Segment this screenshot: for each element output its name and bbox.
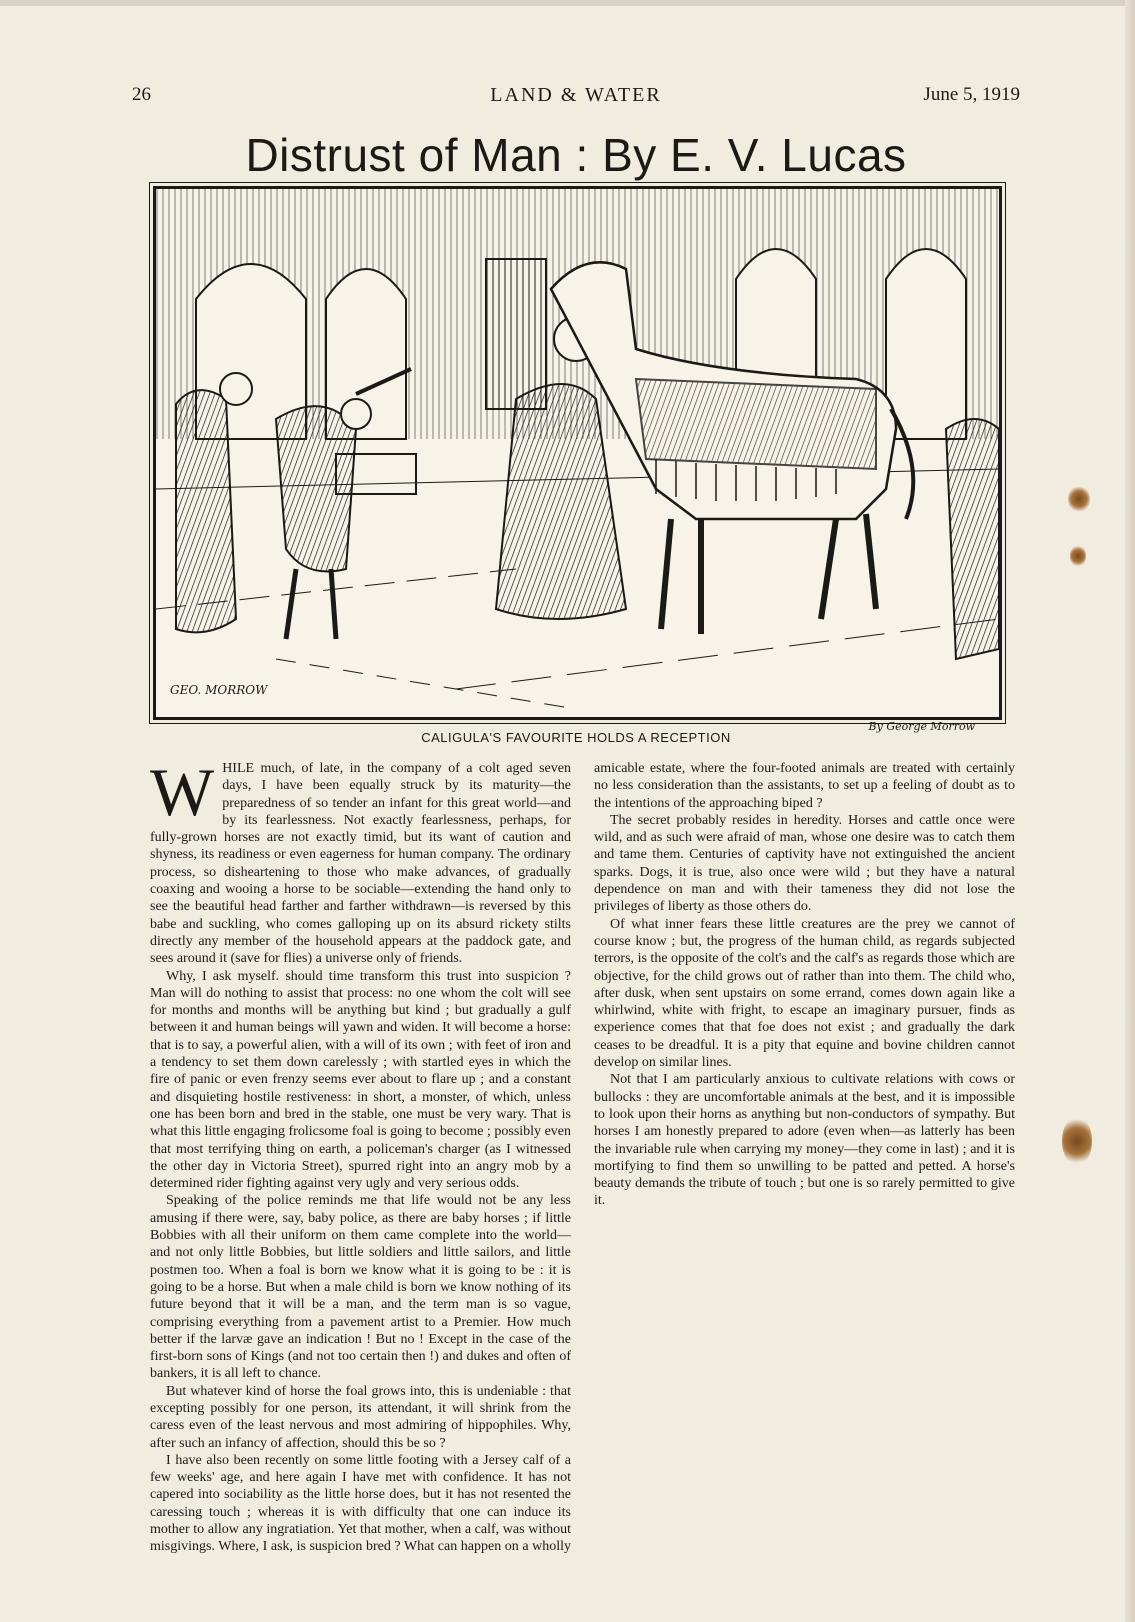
foxing-stain bbox=[1070, 545, 1086, 567]
artist-signature: GEO. MORROW bbox=[170, 683, 268, 697]
drop-cap: W bbox=[150, 754, 215, 830]
article-paragraph: Speaking of the police reminds me that life would not be any less amusing if there were, say, baby police, as there are baby horses ; if little Bobbies with all their uniform on them came complete into the world—and not only little Bobbies, but little soldiers and little sailors, and little postmen too. When a foal is born we know what it is going to be : it is going to be a horse. But when a male child is born we know nothing of its future beyond that it will be a man, and the term man is so vague, comprising everything from a pavement artist to a Premier. How much better if the larvæ gave an indication ! But no ! Except in the case of the first-born sons of Kings (and not too certain then !) and dukes and often of bankers, it is all left to chance. bbox=[150, 1193, 571, 1382]
article-paragraph: Why, I ask myself. should time transform this trust into suspicion ? Man will do nothing to assist that process: no one whom the colt will see for months and months will be anything but kind ; but gradually a gulf between it and human beings will yawn and widen. It will become a horse: that is to say, a powerful alien, with a will of its own ; with feet of iron and a tendency to set them down carelessly ; with startled eyes in which the fire of panic or even frenzy seems ever about to flare up ; and a constant and disquieting hostile restiveness: in short, a monster, of which, unless one has been born and bred in the stable, one must be very wary. That is what this little engaging frolicsome foal is going to become ; possibly even that most terrifying thing on earth, a policeman's charger (as I witnessed the other day in Victoria Street), spurred right into an angry mob by a determined rider fighting against very ugly and very serious odds. bbox=[150, 968, 571, 1192]
issue-date: June 5, 1919 bbox=[923, 84, 1020, 105]
article-paragraph: I have also been recently on some little footing with a Jersey calf of a few weeks' age, and here again I have met with confidence. It has not capered into sociability as the little horse does, but it has not resented the caressing touch ; whereas it is with difficulty that one can induce its mother to allow any ingratiation. Yet that mother, when a calf, was without misgivings. Where, I ask, is suspicion bred ? What can happen on a wholly amicable estate, where the four-footed animals are treated with certainly no less consideration than the assistants, to set up a feeling of doubt as to the intentions of the approaching biped ? bbox=[150, 761, 1015, 1555]
illustration-credit: By George Morrow bbox=[868, 720, 975, 733]
illustration bbox=[153, 186, 1002, 720]
foxing-stain bbox=[1062, 1116, 1092, 1166]
article-paragraph: Not that I am particularly anxious to cultivate relations with cows or bullocks : they are uncomfortable animals at the best, and it is impossible to look upon their horns as anything but non-conductors of sympathy. But horses I am honestly prepared to adore (even when—as latterly has been the invariable rule when carrying my money—they come in last) ; and it is mortifying to find them so unwilling to be patted and petted. A horse's beauty demands the tribute of touch ; but one is so rarely permitted to give it. bbox=[594, 1072, 1015, 1209]
page-edge-right bbox=[1125, 0, 1135, 1622]
illustration-drawing bbox=[156, 189, 999, 717]
masthead: LAND & WATER bbox=[490, 84, 662, 106]
page-number: 26 bbox=[132, 84, 151, 105]
article-title: Distrust of Man : By E. V. Lucas bbox=[245, 129, 907, 181]
article-paragraph: Of what inner fears these little creatures are the prey we cannot of course know ; but, the progress of the human child, as regards subjected terrors, is the opposite of the colt's and the calf's as regards those which are objective, for the child grows out of rather than into them. The child who, after dusk, when sent upstairs on some errand, comes down again like a whirlwind, white with fright, to escape an imaginary pursuer, finds as experience comes that that foe does not exist ; and gradually the dark ceases to be dreadful. It is a pity that equine and bovine children cannot develop on similar lines. bbox=[594, 916, 1015, 1071]
article-paragraph: The secret probably resides in heredity. Horses and cattle once were wild, and as such were afraid of man, whose one desire was to catch them and tame them. Centuries of captivity have not extinguished the ancient sparks. Dogs, it is true, also once were wild ; but they have a natural dependence on man and with their tameness they did not lose the privileges of liberty as those others do. bbox=[594, 812, 1015, 915]
illustration-caption: CALIGULA'S FAVOURITE HOLDS A RECEPTION bbox=[421, 730, 731, 745]
article-body bbox=[150, 754, 1015, 1560]
article-paragraph bbox=[150, 754, 571, 968]
running-head bbox=[132, 84, 1020, 112]
page-edge-top bbox=[0, 0, 1135, 6]
paragraph-text: HILE much, of late, in the company of a colt aged seven days, I have been equally struck by its maturity—the preparedness of so tender an infant for this great world—and by its fearlessness. Not exactly fearlessness, perhaps, for fully-grown horses are not exactly timid, but its want of caution and shyness, its readiness or even eagerness for human company. The ordinary process, so disheartening to those who make advances, of gradually coaxing and wooing a horse to be sociable—extending the hand only to see the beautiful head farther and farther withdrawn—is reversed by this babe and suckling, who comes galloping up on its absurd rickety stilts directly any member of the household appears at the paddock gate, and sees around it (save for flies) a universe only of friends. bbox=[150, 761, 571, 967]
article-paragraph: But whatever kind of horse the foal grows into, this is undeniable : that excepting possibly for one person, its attendant, it will shrink from the caress even of the least nervous and most admiring of hippophiles. Why, after such an infancy of affection, should this be so ? bbox=[150, 1383, 571, 1451]
foxing-stain bbox=[1068, 486, 1090, 512]
